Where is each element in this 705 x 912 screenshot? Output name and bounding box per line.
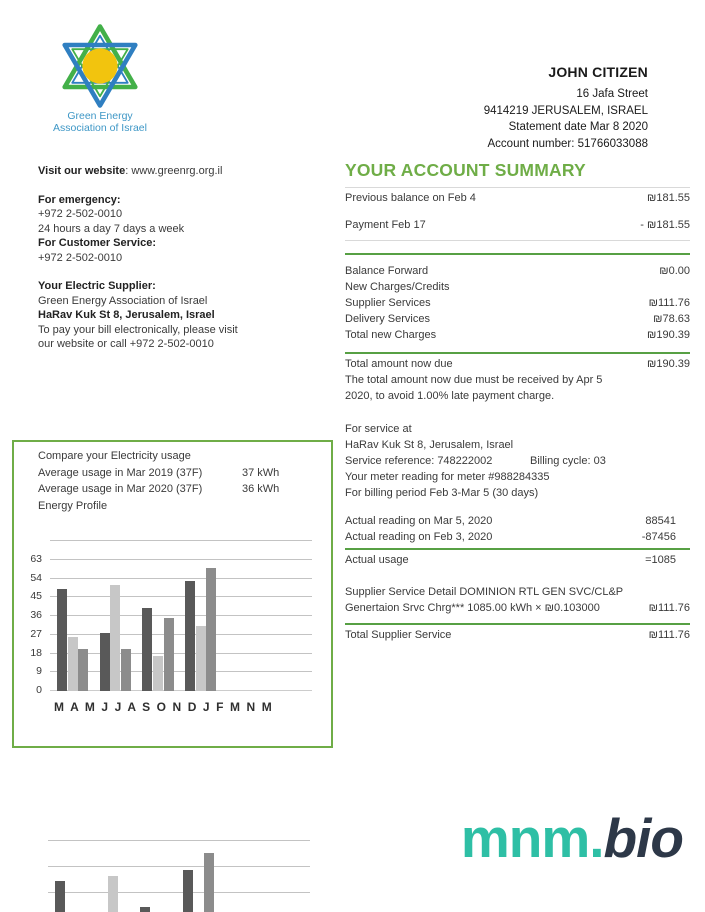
summary-text-line: HaRav Kuk St 8, Jerusalem, Israel xyxy=(345,439,514,451)
y-tick-label: 36 xyxy=(30,609,42,621)
summary-row-amount: 88541 xyxy=(645,515,676,527)
contact-info-line: Your Electric Supplier: xyxy=(38,280,156,292)
summary-row-amount: ₪190.39 xyxy=(647,329,690,341)
logo-line-1: Green Energy xyxy=(67,110,133,122)
star-of-david-sun-icon xyxy=(58,24,142,108)
grid-line xyxy=(50,559,312,560)
summary-row-label: Actual reading on Feb 3, 2020 xyxy=(345,531,493,543)
bar-dark xyxy=(57,589,67,691)
green-divider xyxy=(345,623,690,625)
summary-row-amount: ₪190.39 xyxy=(647,358,690,370)
summary-row xyxy=(345,190,690,206)
summary-row-label: Service reference: 748222002 xyxy=(345,455,493,467)
grid-line xyxy=(50,615,312,616)
bar-light xyxy=(153,656,163,691)
grid-line xyxy=(50,634,312,635)
usage-row-2019 xyxy=(38,465,318,482)
summary-row xyxy=(345,327,690,343)
summary-row-label: Delivery Services xyxy=(345,313,430,325)
mnm-bio-logo-mnm: mnm. xyxy=(460,807,604,869)
contact-info-line: our website or call +972 2-502-0010 xyxy=(38,338,214,350)
grid-line xyxy=(48,866,310,867)
contact-info-line: To pay your bill electronically, please visit xyxy=(38,323,238,336)
usage-row-2020 xyxy=(38,481,318,498)
supplier-logo xyxy=(44,24,156,134)
summary-row xyxy=(345,627,690,643)
summary-text-line: For service at xyxy=(345,423,412,435)
recipient-address-lines xyxy=(484,86,648,152)
summary-row-amount: ₪111.76 xyxy=(648,297,690,309)
summary-row-secondary-label: Billing cycle: 03 xyxy=(530,455,606,467)
summary-row xyxy=(345,295,690,311)
recipient-name: JOHN CITIZEN xyxy=(548,64,648,80)
summary-row-amount: ₪111.76 xyxy=(648,602,690,614)
bar-medium xyxy=(206,568,216,691)
account-summary-rows xyxy=(345,187,690,643)
bar-medium xyxy=(204,853,214,912)
recipient-line: 9414219 JERUSALEM, ISRAEL xyxy=(483,104,648,117)
y-tick-label: 45 xyxy=(30,590,42,603)
spacer xyxy=(345,568,690,584)
account-summary-title: YOUR ACCOUNT SUMMARY xyxy=(345,160,586,180)
contact-info-block xyxy=(38,164,318,352)
summary-row xyxy=(345,600,690,616)
contact-info-line: 24 hours a day 7 days a week xyxy=(38,222,185,235)
y-tick-label: 54 xyxy=(30,571,42,584)
summary-row xyxy=(345,356,690,372)
recipient-line: 16 Jafa Street xyxy=(576,88,648,100)
summary-row-amount: -87456 xyxy=(641,531,676,543)
summary-row-amount: =1085 xyxy=(645,554,676,566)
summary-row-label: Payment Feb 17 xyxy=(345,219,426,231)
contact-info-line: Visit our website: www.greenrg.org.il xyxy=(38,165,223,177)
y-tick-label: 63 xyxy=(30,552,42,565)
recipient-line: Statement date Mar 8 2020 xyxy=(508,121,648,133)
summary-row xyxy=(345,513,690,529)
thin-divider xyxy=(345,240,690,241)
summary-row-label: Supplier Services xyxy=(345,297,431,309)
summary-row-amount: ₪78.63 xyxy=(653,313,690,325)
summary-row-label: Actual reading on Mar 5, 2020 xyxy=(345,515,493,527)
summary-row-amount: - ₪181.55 xyxy=(640,219,690,231)
summary-row xyxy=(345,552,690,568)
y-tick-label: 0 xyxy=(36,684,42,696)
green-divider xyxy=(345,253,690,255)
energy-profile-label: Energy Profile xyxy=(38,499,108,512)
summary-row-amount: ₪181.55 xyxy=(647,192,690,204)
logo-line-2: Association of Israel xyxy=(53,122,147,134)
contact-info-line: +972 2-502-0010 xyxy=(38,251,123,264)
green-divider xyxy=(345,352,690,354)
bar-dark xyxy=(185,581,195,691)
summary-row-label: Total Supplier Service xyxy=(345,629,452,641)
summary-row xyxy=(345,217,690,233)
y-tick-label: 9 xyxy=(36,665,42,678)
thin-divider xyxy=(345,187,690,188)
summary-text-line: For billing period Feb 3-Mar 5 (30 days) xyxy=(345,487,539,499)
grid-line xyxy=(50,578,312,579)
account-summary xyxy=(345,160,690,643)
recipient-block xyxy=(484,64,648,152)
contact-info-line: For Customer Service: xyxy=(38,237,156,249)
x-axis-line xyxy=(50,690,312,691)
summary-row xyxy=(345,279,690,295)
grid-line xyxy=(50,540,312,541)
y-tick-label: 18 xyxy=(30,646,42,659)
spacer xyxy=(345,404,690,421)
summary-row xyxy=(345,529,690,545)
summary-row-amount: ₪0.00 xyxy=(659,265,690,277)
summary-row-amount: ₪111.76 xyxy=(648,629,690,641)
summary-row-label: Balance Forward xyxy=(345,265,429,277)
supplier-logo-text xyxy=(44,110,156,134)
bar-dark xyxy=(142,608,152,691)
summary-row xyxy=(345,311,690,327)
summary-row-label: Previous balance on Feb 4 xyxy=(345,192,476,204)
summary-row-label: Actual usage xyxy=(345,554,409,566)
summary-row-label: New Charges/Credits xyxy=(345,281,450,293)
grid-line xyxy=(50,596,312,597)
bottom-partial-chart-plot xyxy=(48,820,310,912)
bar-medium xyxy=(78,649,88,691)
usage-compare-text xyxy=(38,448,318,514)
contact-info-line: Green Energy Association of Israel xyxy=(38,294,208,307)
bar-light xyxy=(196,626,206,691)
summary-row xyxy=(345,453,690,469)
summary-text-line: Your meter reading for meter #988284335 xyxy=(345,471,550,483)
spacer xyxy=(345,501,690,513)
y-tick-label: 27 xyxy=(30,627,42,640)
mnm-bio-logo xyxy=(461,808,683,868)
bar-dark xyxy=(140,907,150,912)
grid-line xyxy=(50,671,312,672)
usage-2019-value: 37 kWh xyxy=(242,466,280,479)
summary-text-line: Supplier Service Detail DOMINION RTL GEN SVC/CL&P xyxy=(345,586,624,598)
bar-light xyxy=(110,585,120,691)
bar-dark xyxy=(55,881,65,912)
bar-light xyxy=(68,637,78,691)
summary-text-line: 2020, to avoid 1.00% late payment charge. xyxy=(345,390,555,402)
summary-row xyxy=(345,263,690,279)
green-divider xyxy=(345,548,690,550)
energy-profile-chart xyxy=(50,541,312,691)
usage-2020-label: Average usage in Mar 2020 (37F) xyxy=(38,483,203,495)
recipient-line: Account number: 51766033088 xyxy=(487,137,648,150)
summary-text-line: The total amount now due must be received by Apr 5 xyxy=(345,374,603,386)
contact-info-line: For emergency: xyxy=(38,193,121,206)
usage-compare-box xyxy=(12,440,333,748)
bar-light xyxy=(108,876,118,912)
mnm-bio-logo-bio: bio xyxy=(603,807,683,869)
summary-row-label: Total amount now due xyxy=(345,358,453,370)
bar-medium xyxy=(164,618,174,691)
usage-2020-value: 36 kWh xyxy=(242,483,280,495)
bar-dark xyxy=(183,870,193,912)
bar-medium xyxy=(121,649,131,691)
contact-info-line: HaRav Kuk St 8, Jerusalem, Israel xyxy=(38,309,215,321)
bottom-partial-chart xyxy=(12,820,333,912)
grid-line xyxy=(48,892,310,893)
bar-dark xyxy=(100,633,110,691)
energy-profile-x-axis: M A M J J A S O N D J F M N M xyxy=(54,700,274,714)
grid-line xyxy=(48,840,310,841)
grid-line xyxy=(50,653,312,654)
summary-row-label: Total new Charges xyxy=(345,329,437,341)
usage-compare-title: Compare your Electricity usage xyxy=(38,450,191,462)
usage-2019-label: Average usage in Mar 2019 (37F) xyxy=(38,466,203,479)
summary-row-label: Genertaion Srvc Chrg*** 1085.00 kWh × ₪0.103000 xyxy=(345,602,600,614)
contact-info-line: +972 2-502-0010 xyxy=(38,208,123,220)
